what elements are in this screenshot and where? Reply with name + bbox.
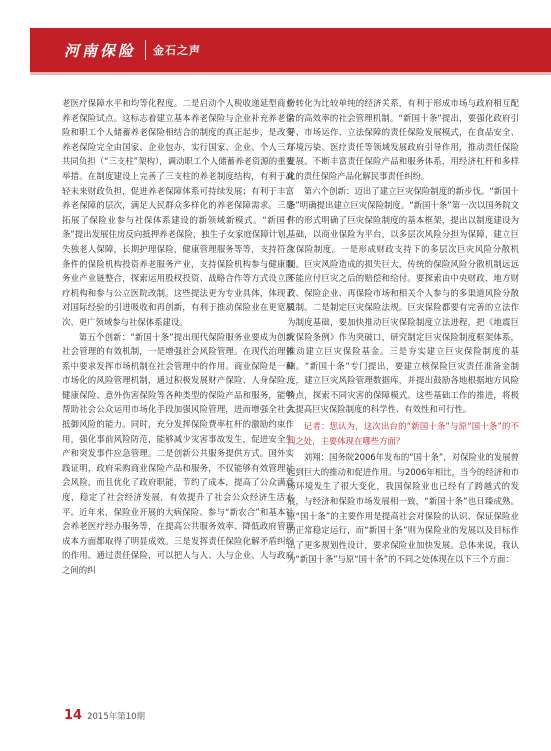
body-paragraph: 刘翔：国务院2006年发布的“国十条”，对保险业的发展曾起到巨大的推动和促进作用。与2006年相比，当今的经济和市场环境发生了很大变化，我国保险业也已经有了跨越式的发展，与经济和保险市场发展相一致，“新国十条”也日臻成熟。原“国十条”的主要作用是提高社会对保险的认识、保证保险业的正常稳定运行，而“新国十条”则为保险业的发展以及目标作出了更多规划性设计，要求保险业加快发展。总体来说，我认为“新国十条”与原“国十条”的不同之处体现在以下三个方面： (287, 452, 519, 565)
interview-question: 记者：您认为，这次出台的“新国十条”与原“国十条”的不同之处，主要体现在哪些方面？ (287, 421, 519, 446)
body-paragraph: 老医疗保障水平和均等化程度。二是启动个人税收递延型商业养老保险试点。这标志着建立基本养老保险与企业补充养老保险和职工个人储蓄养老保险相结合的制度的真正起步，是改变养老保险完全由国家、企业包办，实行国家、企业、个人三方共同负担（“三支柱”架构），调动职工个人储蓄养老资源的重要举措。在制度建设上完善了三支柱的养老制度结构，有利于减轻未来财政负担，促进养老保障体系可持续发展；有利于丰富养老保障的层次，满足人民群众多样化的养老保障需求。三是拓展了保险业参与社保体系建设的新领域新模式。“新国十条”提出发展住房反向抵押养老保险，独生子女家庭保障计划，失独老人保障，长期护理保险，健康管理服务等等，支持符合条件的保险机构投资养老服务产业，支持保险机构参与健康服务业产业链整合，探索运用股权投资、战略合作等方式设立医疗机构和参与公立医院改制。这些提法更为专业具体，体现了对国际经验的引进吸收和再创新，有利于推动保险业在更宽层次、更广领域参与社保体系建设。 (62, 98, 294, 327)
right-text-column (287, 96, 519, 567)
header-banner (30, 28, 551, 72)
left-text-column (62, 96, 294, 578)
body-paragraph: 第五个创新：“新国十条”提出现代保险服务业要成为创新社会管理的有效机制，一是增强社会风险管理。在现代治理体系中要求发挥市场机制在社会管理中的作用。商业保险是一种市场化的风险管理机制，通过积极发展财产保险、人身保险、健康保险、意外伤害保险等各种类型的保险产品和服务，能够帮助社会公众运用市场化手段加强风险管理，进而增强全社会抵御风险的能力。同时，充分发挥保险费率杠杆的激励约束作用，强化事前风险防范，能够减少灾害事故发生，促进安全生产和突发事件应急管理。二是创新公共服务提供方式。国外实践证明，政府采购商业保险产品和服务，不仅能够有效管理社会风险，而且优化了政府职能，节约了成本，提高了公众满意度，稳定了社会经济发展，有效提升了社会公众经济生活水平。近年来，保险业开展的大病保险、参与“新农合”和基本社会养老医疗经办服务等，在提高公共服务效率、降低政府管理成本方面都取得了明显成效。三是发挥责任保险化解矛盾纠纷的作用。通过责任保险，可以把人与人、人与企业、人与政府之间的纠 (62, 331, 294, 575)
body-paragraph: 第六个创新：迈出了建立巨灾保险制度的新步伐。“新国十条”明确提出建立巨灾保险制度。“新国十条”第一次以国务院文件的形式明确了巨灾保险制度的基本框架，提出以制度建设为基础，以商业保险为平台，以多层次风险分担为保障，建立巨灾保险制度。一是形成财政支持下的多层次巨灾风险分散机制。巨灾风险造成的损失巨大，传统的保险风险分散机制远远不能应付巨灾之后的赔偿和给付。要探索由中央财政、地方财政、保险企业、再保险市场和相关个人参与的多渠道风险分散机制。二是制定巨灾保险法规。巨灾保险都要有完善的立法作为制度基础，要加快推动巨灾保险制度立法进程，把《地震巨灾保险条例》作为突破口，研究制定巨灾保险制度框架体系，推动建立巨灾保险基金。三是夯实建立巨灾保险制度的基础。“新国十条”专门提出，要建立核保险巨灾责任准备金制度，建立巨灾风险管理数据库，并提出鼓励各地根据地方风险特点，探索不同灾害的保障模式。这些基础工作的推进，将极大提高巨灾保险制度的科学性、有效性和可行性。 (287, 185, 519, 415)
issue-label: 2015年第10期 (87, 712, 146, 722)
page-footer (64, 708, 145, 723)
body-paragraph: 纷转化为比较单纯的经济关系，有利于形成市场与政府相互配合的高效率的社会管理机制。“新国十条”提出，要强化政府引导、市场运作、立法保障的责任保险发展模式，在食品安全、环境污染、医疗责任等领域发展政府引导作用，推动责任保险发展。不断丰富责任保险产品和服务体系，用经济杠杆和多样化的责任保险产品化解民事责任纠纷。 (287, 98, 519, 181)
header-underline (30, 72, 551, 75)
page-number: 14 (64, 708, 83, 723)
header-divider (145, 40, 146, 60)
column-title: 金石之声 (153, 44, 202, 57)
magazine-logo: 河南保险 (64, 41, 137, 60)
